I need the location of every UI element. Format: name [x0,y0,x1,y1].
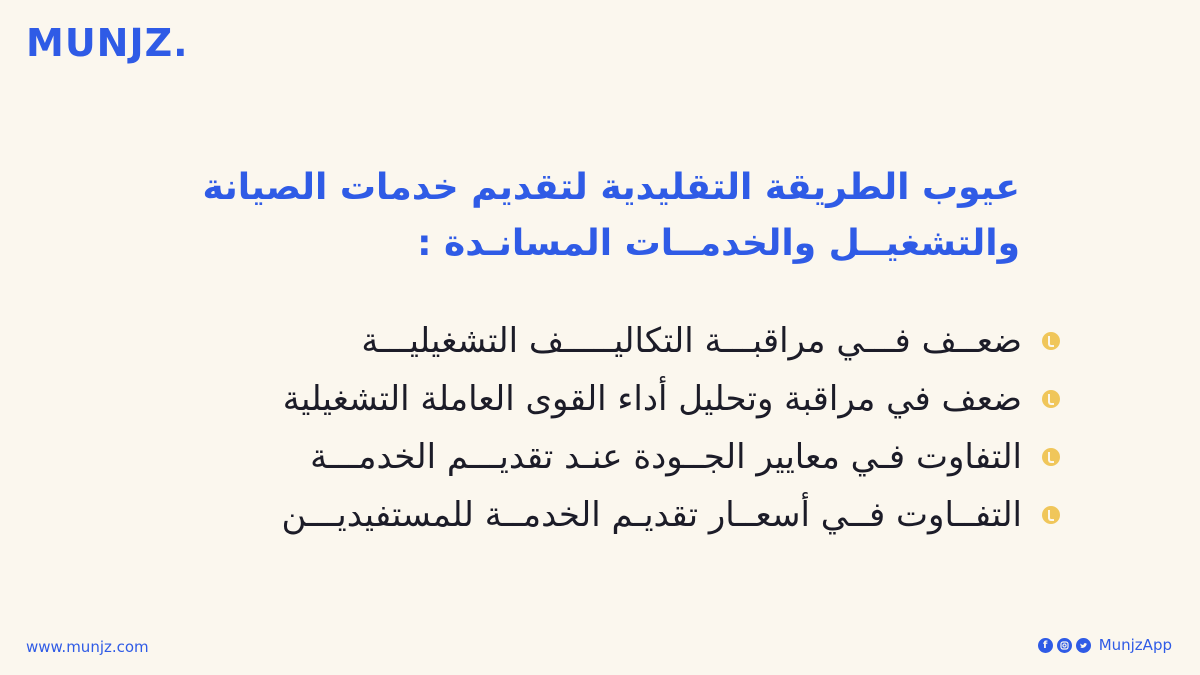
munjz-logo: MUNJZ. [26,21,189,65]
list-item-text: التفــاوت فــي أسعــار تقديـم الخدمــة للمستفيديـــن [281,495,1022,535]
list-item-text: ضعف في مراقبة وتحليل أداء القوى العاملة التشغيلية [282,379,1022,419]
bullet-icon [1042,448,1060,466]
bullet-icon [1042,506,1060,524]
headline-line-1: عيوب الطريقة التقليدية لتقديم خدمات الصيانة [202,167,1020,208]
drawbacks-list [140,312,1020,544]
facebook-icon[interactable]: f [1038,638,1053,653]
social-handle[interactable]: MunjzApp [1098,636,1172,654]
headline [140,160,1020,272]
headline-line-2: والتشغيــل والخدمــات المسانـدة : [417,223,1020,264]
list-item [140,486,1020,544]
website-link[interactable]: www.munjz.com [26,638,149,656]
list-item-text: التفاوت فـي معايير الجــودة عنـد تقديـــم الخدمـــة [310,437,1022,477]
list-item-text: ضعــف فـــي مراقبـــة التكاليـــــف التشغيليـــة [361,321,1022,361]
bullet-icon [1042,390,1060,408]
instagram-icon[interactable] [1057,638,1072,653]
list-item [140,428,1020,486]
bullet-icon [1042,332,1060,350]
list-item [140,312,1020,370]
main-content [140,160,1020,544]
social-links [1038,636,1172,654]
twitter-icon[interactable] [1076,638,1091,653]
list-item [140,370,1020,428]
